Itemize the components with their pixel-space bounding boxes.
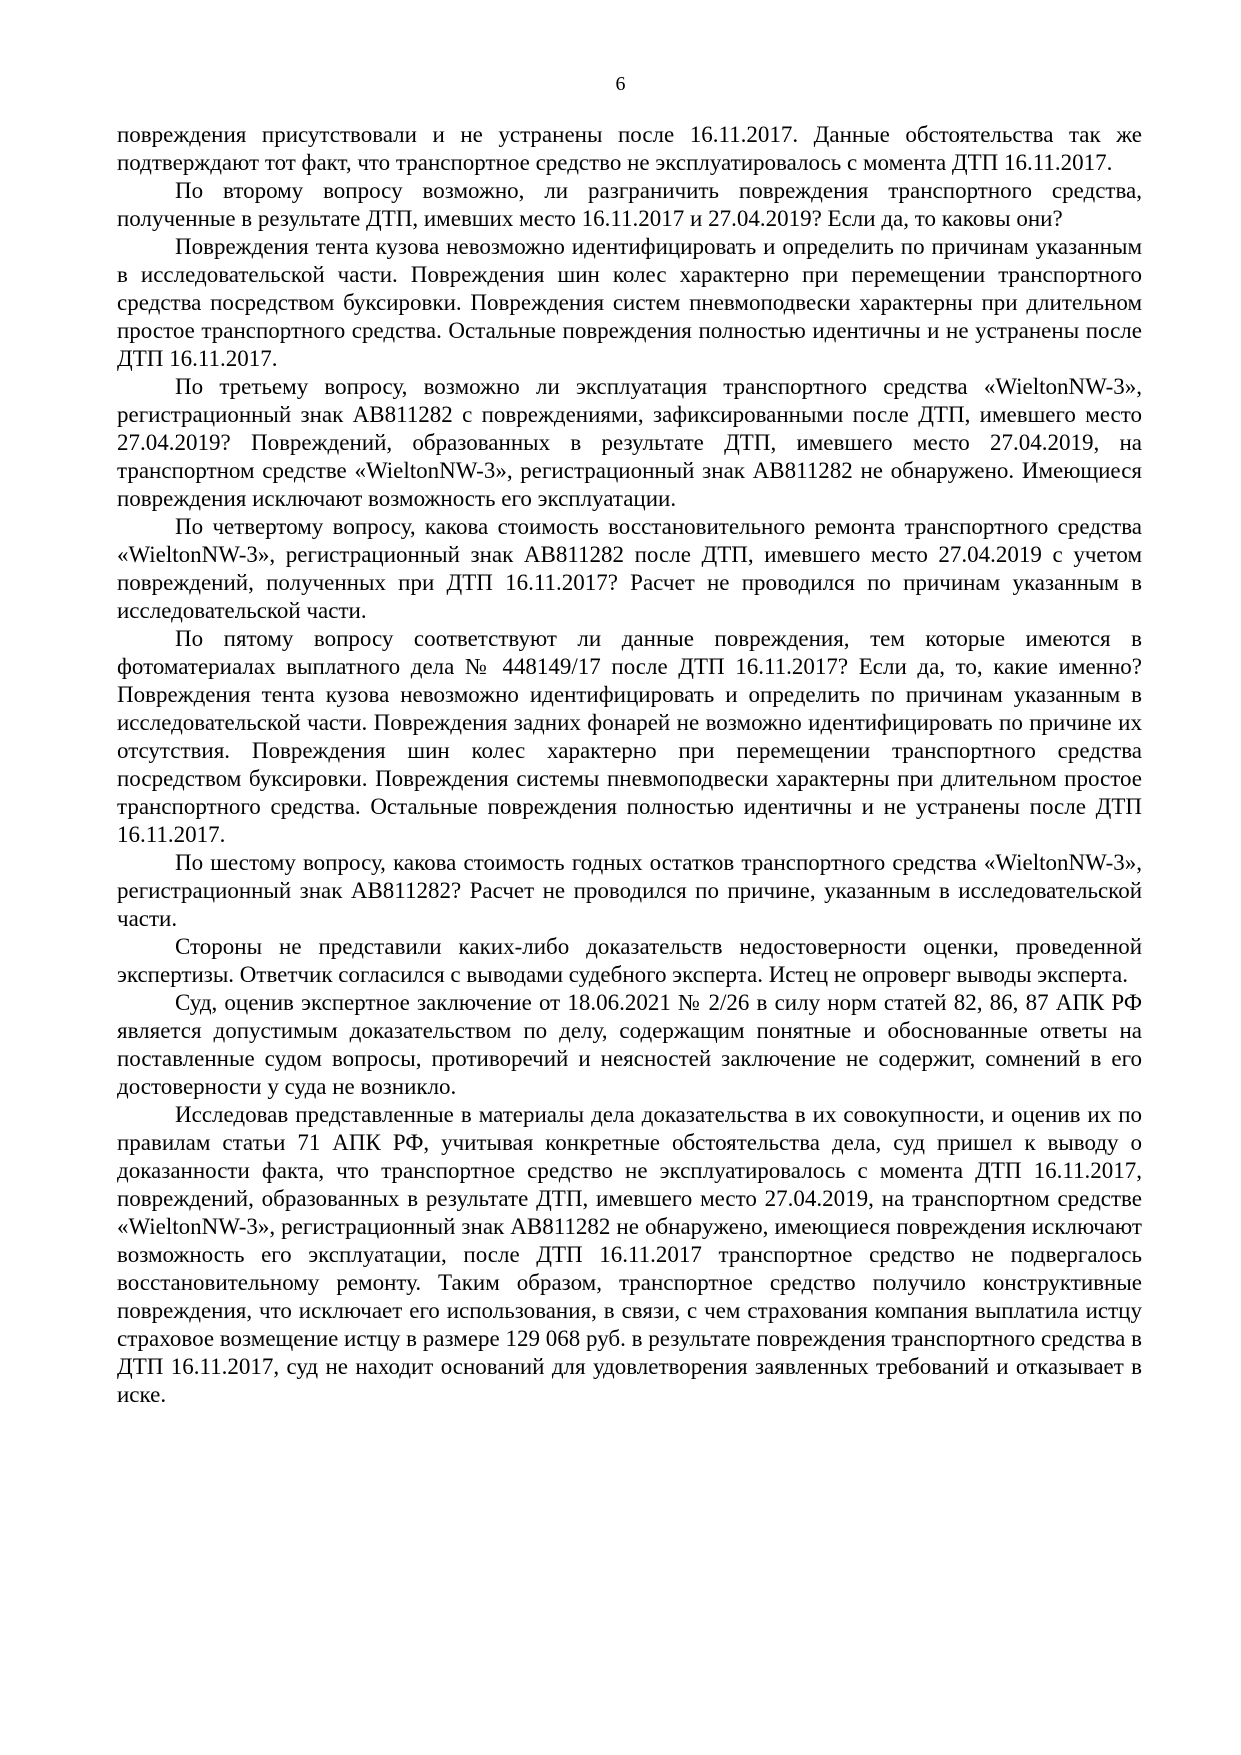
paragraph-10: Исследовав представленные в материалы дела доказательства в их совокупности, и оценив их по правилам статьи 71 АПК РФ, учитывая конкретные обстоятельства дела, суд пришел к выводу о доказанности факта, что транспортное средство не эксплуатировалось с момента ДТП 16.11.2017, повреждений, образованных в результате ДТП, имевшего место 27.04.2019, на транспортном средстве «WieltonNW-3», регистрационный знак АВ811282 не обнаружено, имеющиеся повреждения исключают возможность его эксплуатации, после ДТП 16.11.2017 транспортное средство не подвергалось восстановительному ремонту. Таким образом, транспортное средство получило конструктивные повреждения, что исключает его использования, в связи, с чем страхования компания выплатила истцу страховое возмещение истцу в размере 129 068 руб. в результате повреждения транспортного средства в ДТП 16.11.2017, суд не находит оснований для удовлетворения заявленных требований и отказывает в иске.: [117, 1102, 1142, 1407]
document-body: [117, 121, 1142, 1409]
paragraph-9: Суд, оценив экспертное заключение от 18.06.2021 № 2/26 в силу норм статей 82, 86, 87 АПК РФ является допустимым доказательством по делу, содержащим понятные и обоснованные ответы на поставленные судом вопросы, противоречий и неясностей заключение не содержит, сомнений в его достоверности у суда не возникло.: [117, 990, 1142, 1099]
paragraph-8: Стороны не представили каких-либо доказательств недостоверности оценки, проведенной экспертизы. Ответчик согласился с выводами судебного эксперта. Истец не опроверг выводы эксперта.: [117, 934, 1142, 987]
paragraph-2: По второму вопросу возможно, ли разграничить повреждения транспортного средства, полученные в результате ДТП, имевших место 16.11.2017 и 27.04.2019? Если да, то каковы они?: [117, 178, 1142, 231]
paragraph-5: По четвертому вопросу, какова стоимость восстановительного ремонта транспортного средства «WieltonNW-3», регистрационный знак АВ811282 после ДТП, имевшего место 27.04.2019 с учетом повреждений, полученных при ДТП 16.11.2017? Расчет не проводился по причинам указанным в исследовательской части.: [117, 514, 1142, 623]
paragraph-1: повреждения присутствовали и не устранены после 16.11.2017. Данные обстоятельства так же подтверждают тот факт, что транспортное средство не эксплуатировалось с момента ДТП 16.11.2017.: [117, 122, 1142, 175]
paragraph-7: По шестому вопросу, какова стоимость годных остатков транспортного средства «WieltonNW-3», регистрационный знак АВ811282? Расчет не проводился по причине, указанным в исследовательской части.: [117, 850, 1142, 931]
paragraph-3: Повреждения тента кузова невозможно идентифицировать и определить по причинам указанным в исследовательской части. Повреждения шин колес характерно при перемещении транспортного средства посредством буксировки. Повреждения систем пневмоподвески характерны при длительном простое транспортного средства. Остальные повреждения полностью идентичны и не устранены после ДТП 16.11.2017.: [117, 234, 1142, 371]
paragraph-6: По пятому вопросу соответствуют ли данные повреждения, тем которые имеются в фотоматериалах выплатного дела № 448149/17 после ДТП 16.11.2017? Если да, то, какие именно? Повреждения тента кузова невозможно идентифицировать и определить по причинам указанным в исследовательской части. Повреждения задних фонарей не возможно идентифицировать по причине их отсутствия. Повреждения шин колес характерно при перемещении транспортного средства посредством буксировки. Повреждения системы пневмоподвески характерны при длительном простое транспортного средства. Остальные повреждения полностью идентичны и не устранены после ДТП 16.11.2017.: [117, 626, 1142, 847]
page-number: 6: [615, 73, 626, 95]
paragraph-4: По третьему вопросу, возможно ли эксплуатация транспортного средства «WieltonNW-3», регистрационный знак АВ811282 с повреждениями, зафиксированными после ДТП, имевшего место 27.04.2019? Повреждений, образованных в результате ДТП, имевшего место 27.04.2019, на транспортном средстве «WieltonNW-3», регистрационный знак АВ811282 не обнаружено. Имеющиеся повреждения исключают возможность его эксплуатации.: [117, 374, 1142, 511]
